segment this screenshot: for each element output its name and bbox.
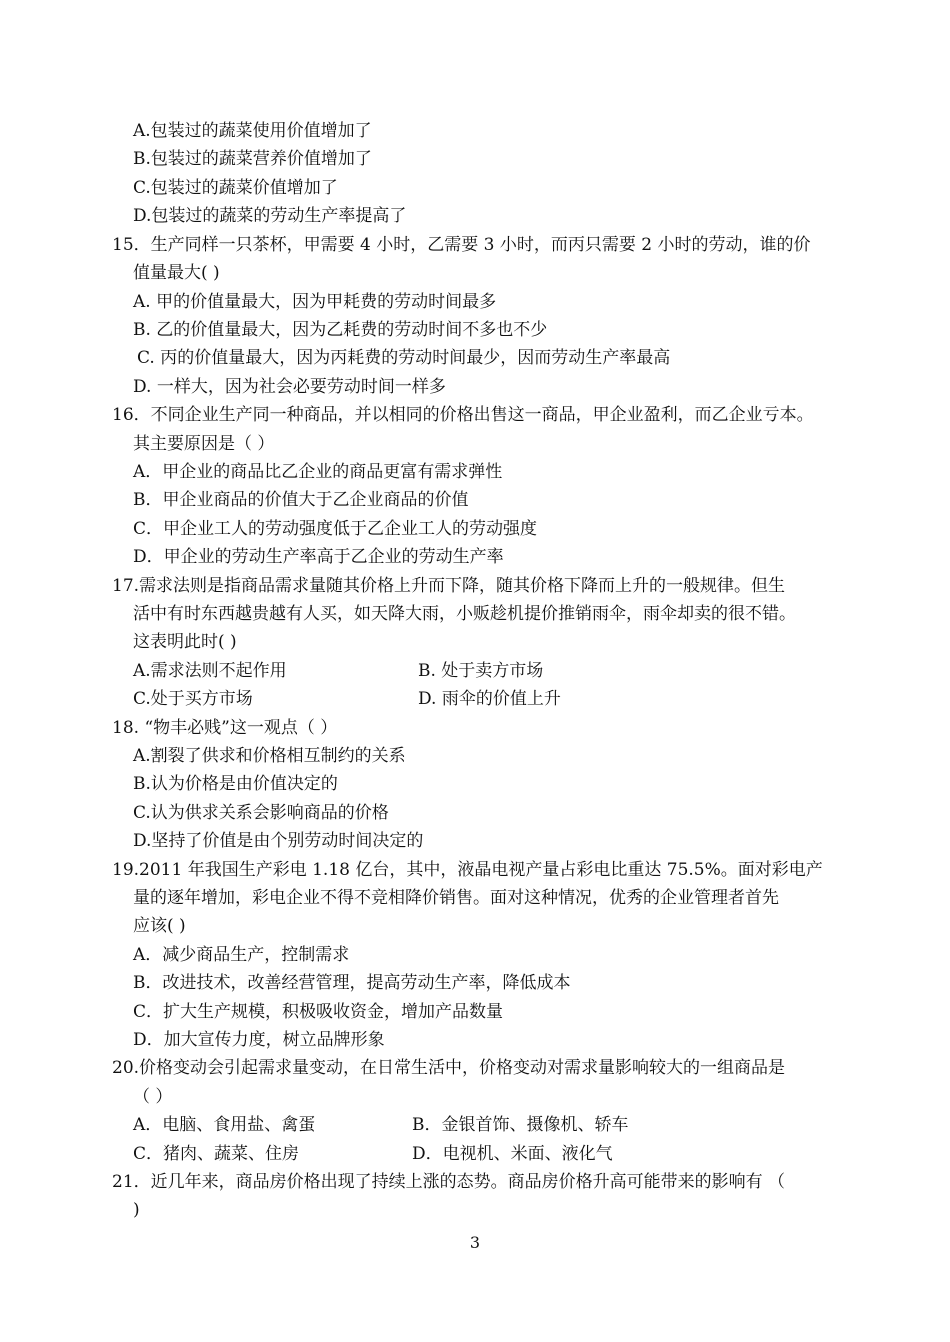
- q14-option-c: C.包装过的蔬菜价值增加了: [133, 178, 338, 198]
- q20-option-d: D．电视机、米面、液化气: [412, 1144, 613, 1164]
- q19-stem-line2: 量的逐年增加，彩电企业不得不竞相降价销售。面对这种情况，优秀的企业管理者首先: [133, 888, 779, 908]
- q17-stem-line3: 这表明此时( ): [133, 632, 237, 652]
- q19-stem-line3: 应该( ): [133, 916, 186, 936]
- q17-option-a: A.需求法则不起作用: [133, 661, 287, 681]
- q14-option-b: B.包装过的蔬菜营养价值增加了: [133, 149, 372, 169]
- q15-stem-line2: 值量最大( ): [133, 263, 220, 283]
- q17-option-d: D. 雨伞的价值上升: [418, 689, 561, 709]
- q15-option-b: B. 乙的价值量最大，因为乙耗费的劳动时间不多也不少: [133, 320, 548, 340]
- q17-option-b: B. 处于卖方市场: [418, 661, 544, 681]
- q15-stem-line1: 15．生产同样一只茶杯，甲需要 4 小时，乙需要 3 小时，而丙只需要 2 小时的劳动，谁的价: [112, 235, 811, 255]
- q16-option-d: D．甲企业的劳动生产率高于乙企业的劳动生产率: [133, 547, 504, 567]
- q17-stem-line1: 17.需求法则是指商品需求量随其价格上升而下降，随其价格下降而上升的一般规律。但生: [112, 576, 786, 596]
- q14-option-d: D.包装过的蔬菜的劳动生产率提高了: [133, 206, 407, 226]
- q20-option-a: A．电脑、食用盐、禽蛋: [133, 1115, 316, 1135]
- q21-stem-line1: 21．近几年来，商品房价格出现了持续上涨的态势。商品房价格升高可能带来的影响有 （: [112, 1172, 786, 1192]
- q14-option-a: A.包装过的蔬菜使用价值增加了: [133, 121, 372, 141]
- q18-option-a: A.割裂了供求和价格相互制约的关系: [133, 746, 406, 766]
- q20-stem-line2: （ ）: [133, 1087, 173, 1107]
- q19-option-d: D．加大宣传力度，树立品牌形象: [133, 1030, 385, 1050]
- q19-option-b: B．改进技术，改善经营管理，提高劳动生产率，降低成本: [133, 973, 571, 993]
- q21-stem-line2: ): [133, 1200, 140, 1220]
- q19-option-c: C．扩大生产规模，积极吸收资金，增加产品数量: [133, 1002, 504, 1022]
- q20-option-b: B．金银首饰、摄像机、轿车: [412, 1115, 629, 1135]
- q16-option-c: C．甲企业工人的劳动强度低于乙企业工人的劳动强度: [133, 519, 538, 539]
- q15-option-c: C. 丙的价值量最大，因为丙耗费的劳动时间最少，因而劳动生产率最高: [137, 348, 671, 368]
- q18-option-c: C.认为供求关系会影响商品的价格: [133, 803, 389, 823]
- q18-option-b: B.认为价格是由价值决定的: [133, 774, 338, 794]
- q16-stem-line1: 16．不同企业生产同一种商品，并以相同的价格出售这一商品，甲企业盈利，而乙企业亏本。: [112, 405, 814, 425]
- page-number: 3: [469, 1233, 481, 1252]
- q17-option-c: C.处于买方市场: [133, 689, 253, 709]
- q18-stem-line1: 18. “物丰必贱”这一观点（ ）: [112, 718, 338, 738]
- q19-stem-line1: 19.2011 年我国生产彩电 1.18 亿台，其中，液晶电视产量占彩电比重达 75.5%。面对彩电产: [112, 860, 823, 880]
- q16-option-b: B．甲企业商品的价值大于乙企业商品的价值: [133, 490, 469, 510]
- q18-option-d: D.坚持了价值是由个别劳动时间决定的: [133, 831, 424, 851]
- q16-option-a: A．甲企业的商品比乙企业的商品更富有需求弹性: [133, 462, 503, 482]
- q15-option-d: D. 一样大，因为社会必要劳动时间一样多: [133, 377, 446, 397]
- q15-option-a: A. 甲的价值量最大，因为甲耗费的劳动时间最多: [133, 292, 497, 312]
- q20-stem-line1: 20.价格变动会引起需求量变动，在日常生活中，价格变动对需求量影响较大的一组商品是: [112, 1058, 786, 1078]
- q20-option-c: C．猪肉、蔬菜、住房: [133, 1144, 300, 1164]
- q16-stem-line2: 其主要原因是（ ）: [133, 434, 275, 454]
- q17-stem-line2: 活中有时东西越贵越有人买，如天降大雨，小贩趁机提价推销雨伞，雨伞却卖的很不错。: [133, 604, 796, 624]
- q19-option-a: A．减少商品生产，控制需求: [133, 945, 350, 965]
